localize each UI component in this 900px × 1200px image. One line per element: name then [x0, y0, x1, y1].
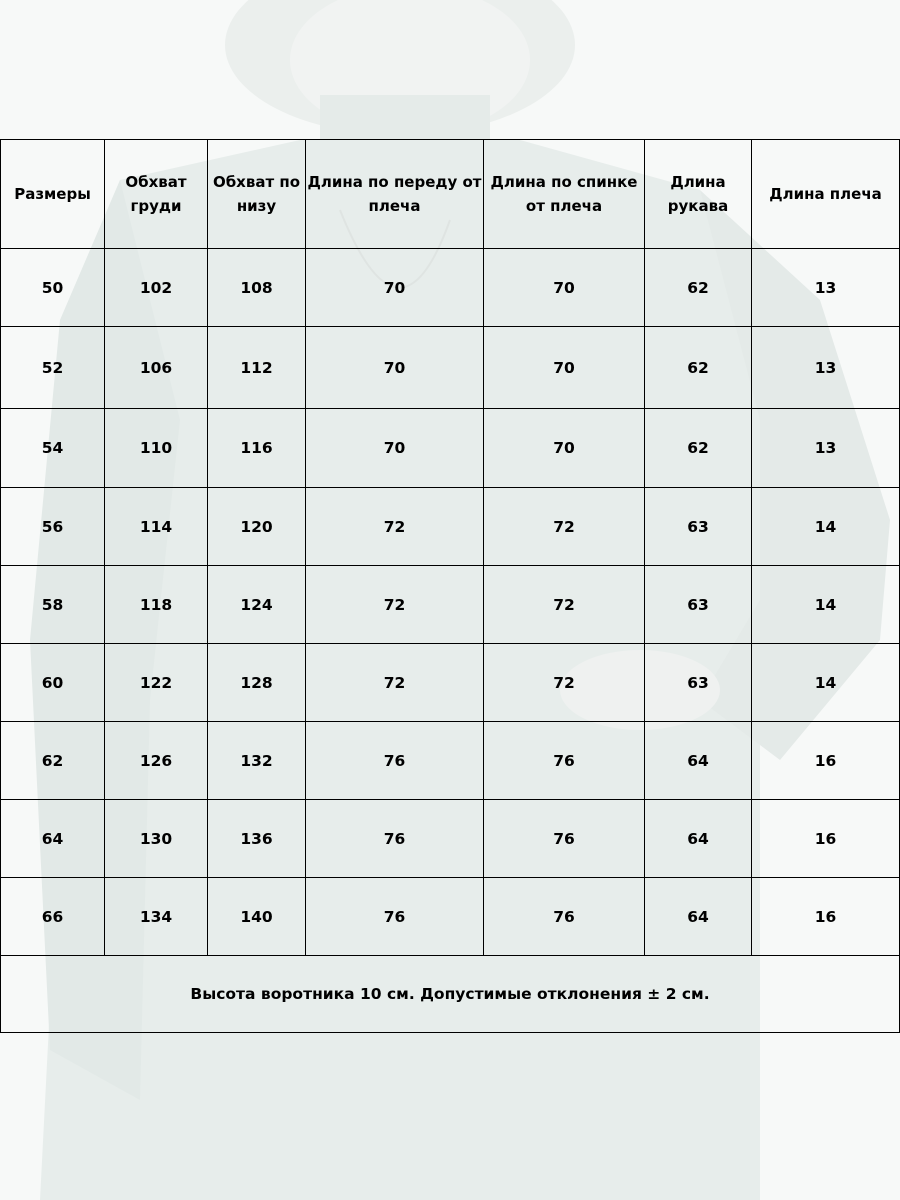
table-cell: 70 [306, 409, 484, 488]
table-cell: 62 [645, 327, 752, 409]
table-cell: 13 [752, 249, 900, 327]
table-cell: 60 [1, 644, 105, 722]
table-cell: 76 [484, 722, 645, 800]
table-cell: 124 [208, 566, 306, 644]
header-front-length: Длина по переду от плеча [306, 140, 484, 249]
table-cell: 64 [645, 878, 752, 956]
table-cell: 64 [1, 800, 105, 878]
table-cell: 14 [752, 644, 900, 722]
table-cell: 70 [484, 249, 645, 327]
table-cell: 70 [306, 327, 484, 409]
table-cell: 112 [208, 327, 306, 409]
table-row [1, 800, 900, 878]
table-cell: 70 [484, 327, 645, 409]
header-shoulder-length: Длина плеча [752, 140, 900, 249]
header-row [1, 140, 900, 249]
size-chart-table [0, 139, 900, 1033]
table-cell: 63 [645, 566, 752, 644]
table-cell: 58 [1, 566, 105, 644]
table-cell: 128 [208, 644, 306, 722]
table-cell: 16 [752, 878, 900, 956]
header-back-length: Длина по спинке от плеча [484, 140, 645, 249]
table-row [1, 327, 900, 409]
table-cell: 76 [306, 800, 484, 878]
table-cell: 70 [306, 249, 484, 327]
table-cell: 72 [484, 566, 645, 644]
table-cell: 64 [645, 722, 752, 800]
table-cell: 140 [208, 878, 306, 956]
table-cell: 72 [306, 566, 484, 644]
table-cell: 76 [306, 722, 484, 800]
table-cell: 118 [105, 566, 208, 644]
table-cell: 62 [645, 249, 752, 327]
table-cell: 50 [1, 249, 105, 327]
table-cell: 106 [105, 327, 208, 409]
table-cell: 134 [105, 878, 208, 956]
table-cell: 102 [105, 249, 208, 327]
table-cell: 63 [645, 488, 752, 566]
table-cell: 14 [752, 566, 900, 644]
table-row [1, 878, 900, 956]
table-cell: 110 [105, 409, 208, 488]
table-row [1, 644, 900, 722]
table-cell: 62 [645, 409, 752, 488]
table-cell: 130 [105, 800, 208, 878]
table-cell: 136 [208, 800, 306, 878]
table-cell: 63 [645, 644, 752, 722]
table-row [1, 722, 900, 800]
table-cell: 16 [752, 800, 900, 878]
table-cell: 13 [752, 409, 900, 488]
header-sleeve-length: Длина рукава [645, 140, 752, 249]
table-cell: 13 [752, 327, 900, 409]
note-row [1, 956, 900, 1033]
header-hem-girth: Обхват по низу [208, 140, 306, 249]
table-cell: 64 [645, 800, 752, 878]
table-row [1, 566, 900, 644]
table-cell: 76 [484, 800, 645, 878]
table-cell: 66 [1, 878, 105, 956]
table-cell: 56 [1, 488, 105, 566]
table-row [1, 409, 900, 488]
table-cell: 70 [484, 409, 645, 488]
header-size: Размеры [1, 140, 105, 249]
table-cell: 122 [105, 644, 208, 722]
table-cell: 54 [1, 409, 105, 488]
table-cell: 16 [752, 722, 900, 800]
table-row [1, 488, 900, 566]
table-cell: 108 [208, 249, 306, 327]
table-cell: 120 [208, 488, 306, 566]
table-cell: 132 [208, 722, 306, 800]
table-cell: 76 [306, 878, 484, 956]
table-note: Высота воротника 10 см. Допустимые отклонения ± 2 см. [1, 956, 900, 1033]
table-cell: 62 [1, 722, 105, 800]
table-cell: 76 [484, 878, 645, 956]
table-cell: 52 [1, 327, 105, 409]
header-chest-girth: Обхват груди [105, 140, 208, 249]
table-cell: 72 [484, 488, 645, 566]
table-row [1, 249, 900, 327]
table-cell: 72 [306, 644, 484, 722]
table-cell: 14 [752, 488, 900, 566]
table-cell: 72 [306, 488, 484, 566]
table-cell: 126 [105, 722, 208, 800]
table-cell: 116 [208, 409, 306, 488]
table-cell: 114 [105, 488, 208, 566]
table-cell: 72 [484, 644, 645, 722]
